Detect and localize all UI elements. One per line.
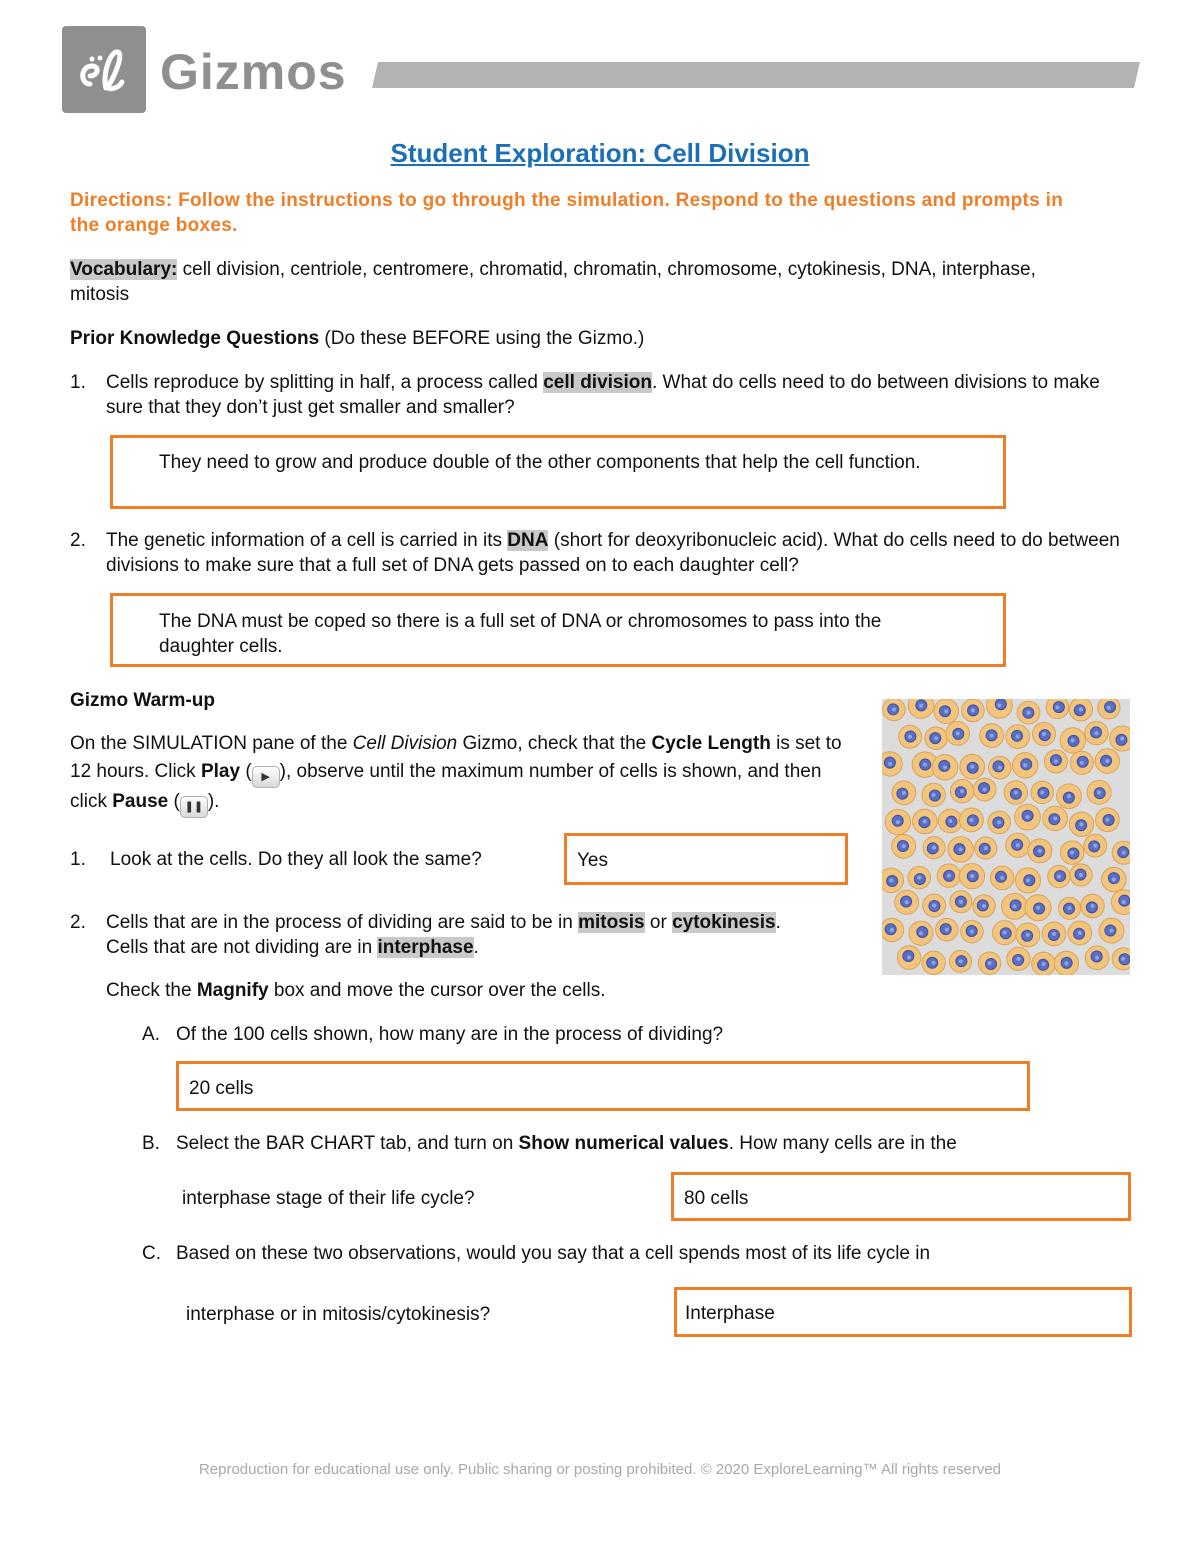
warmup-question-1: Look at the cells. Do they all look the same?	[110, 849, 482, 870]
cell	[959, 863, 984, 888]
cell	[938, 809, 962, 833]
cell	[989, 756, 1012, 779]
cell	[1016, 923, 1040, 947]
cell	[895, 890, 919, 914]
question-text: Cells that are in the process of dividing are said to be in	[106, 912, 579, 933]
footer-copyright: Reproduction for educational use only. Public sharing or posting prohibited. © 2020 ExploreLearning™ All rights reserved	[198, 1461, 1002, 1478]
cell	[1095, 749, 1119, 773]
vocabulary-label: Vocabulary:	[70, 259, 178, 280]
part-b-question-line2: interphase stage of their life cycle?	[182, 1188, 475, 1209]
answer-text: 80 cells	[684, 1188, 749, 1209]
cell	[975, 837, 997, 859]
cell	[1085, 946, 1109, 970]
cell	[923, 894, 946, 917]
cell	[892, 781, 916, 805]
cell	[922, 783, 945, 806]
cell	[909, 921, 933, 945]
term-highlight: DNA	[507, 530, 549, 551]
question-text: . Cells that are not dividing are in	[106, 912, 781, 958]
question-text: . How many cells are in the	[728, 1133, 957, 1154]
cell	[950, 950, 972, 972]
play-icon: ▶	[252, 766, 280, 788]
cell	[1069, 699, 1092, 721]
show-values-term: Show numerical values	[518, 1133, 729, 1154]
cell	[1046, 699, 1069, 719]
part-c-question: Based on these two observations, would you say that a cell spends most of its life cycle in	[176, 1243, 931, 1264]
cell	[1032, 952, 1056, 975]
warmup-question-2	[106, 910, 826, 960]
answer-text: They need to grow and produce double of the other components that help the cell function.	[159, 452, 921, 473]
question-text: (short for deoxyribonucleic acid). What do cells need to do between divisions to make sure that a full set of DNA gets passed on to each daughter cell?	[106, 530, 1120, 576]
question-text: The genetic information of a cell is carried in its	[106, 530, 508, 551]
cell	[990, 866, 1014, 890]
page-title: Student Exploration: Cell Division	[390, 138, 810, 168]
cell	[1016, 868, 1041, 893]
cell	[925, 727, 948, 750]
question-text: Cells reproduce by splitting in half, a process called	[106, 372, 544, 393]
cell	[908, 866, 931, 889]
cell	[1028, 839, 1052, 863]
intro-text: Gizmo, check that the	[457, 733, 652, 754]
answer-box-part-c[interactable]	[674, 1287, 1132, 1337]
term-highlight: cytokinesis	[672, 912, 776, 933]
warmup-heading: Gizmo Warm-up	[70, 690, 215, 711]
question-text: Select the BAR CHART tab, and turn on	[176, 1133, 519, 1154]
answer-box-prior-2[interactable]	[110, 593, 1006, 667]
cell	[1069, 812, 1093, 836]
vocabulary-terms: cell division, centriole, centromere, chromatid, chromatin, chromosome, cytokinesis, DNA, interphase, mitosis	[70, 259, 1036, 305]
cell	[1099, 918, 1124, 943]
cell	[973, 778, 996, 801]
part-a-question: Of the 100 cells shown, how many are in the process of dividing?	[176, 1024, 724, 1045]
cell	[934, 699, 959, 724]
question-number: 2.	[70, 530, 86, 551]
part-letter: C.	[142, 1243, 161, 1264]
cell	[1006, 725, 1030, 749]
el-logo-glyph-icon	[62, 26, 146, 113]
cell	[988, 811, 1011, 834]
cell	[922, 951, 945, 974]
magnify-term: Magnify	[196, 980, 269, 1001]
question-number: 2.	[70, 912, 86, 933]
question-number: 1.	[70, 372, 86, 393]
cell	[1060, 841, 1084, 865]
cell	[1004, 781, 1028, 805]
answer-box-warmup-1[interactable]	[564, 833, 848, 885]
cell	[1006, 833, 1030, 857]
intro-text: (	[240, 761, 252, 782]
question-text: or	[644, 912, 673, 933]
cell	[1081, 894, 1104, 917]
cell	[950, 779, 973, 802]
header-bar	[372, 62, 1140, 88]
cell	[1059, 897, 1081, 919]
cell	[1043, 806, 1068, 831]
cell	[948, 837, 974, 863]
cell	[897, 946, 921, 970]
cycle-length-term: Cycle Length	[651, 733, 771, 754]
cell	[1102, 867, 1126, 891]
cell	[1096, 808, 1120, 832]
magnify-instruction	[106, 978, 606, 1003]
intro-text: ), observe until the maximum number of cells is shown, and then click	[70, 761, 822, 812]
cell	[1054, 951, 1078, 975]
cell	[912, 809, 937, 834]
cell	[978, 952, 1000, 974]
intro-text: ).	[207, 791, 220, 812]
cell	[932, 755, 958, 781]
cell	[1032, 723, 1055, 746]
cell	[899, 725, 922, 748]
cell	[1070, 751, 1093, 774]
answer-text: Yes	[577, 850, 608, 871]
cell	[1025, 895, 1051, 921]
cell	[1068, 921, 1092, 945]
prior-knowledge-heading	[70, 326, 644, 351]
cell	[950, 891, 972, 913]
cell	[882, 868, 904, 892]
brand-name: Gizmos	[160, 44, 347, 100]
instruction-text: box and move the cursor over the cells.	[268, 980, 606, 1001]
term-highlight: cell division	[543, 372, 652, 393]
cell	[1098, 699, 1120, 719]
cell	[1042, 922, 1066, 946]
pause-icon: ❚❚	[180, 796, 208, 818]
cell	[885, 809, 910, 834]
cell	[882, 918, 904, 941]
term-highlight: mitosis	[578, 912, 645, 933]
cell	[1085, 722, 1108, 745]
answer-box-prior-1[interactable]	[110, 435, 1006, 509]
cell	[1002, 893, 1028, 919]
cell	[993, 921, 1017, 945]
part-b-question	[176, 1131, 957, 1156]
cell	[1087, 780, 1111, 804]
cell	[936, 918, 959, 941]
cell	[1060, 728, 1085, 753]
cell	[882, 752, 902, 776]
cell	[937, 864, 960, 887]
part-letter: A.	[142, 1024, 160, 1045]
cell	[960, 754, 985, 779]
term-highlight: interphase	[377, 937, 474, 958]
cell	[980, 724, 1004, 748]
cell	[892, 834, 916, 858]
prior-knowledge-title: Prior Knowledge Questions	[70, 328, 320, 349]
intro-text: is set to 12 hours. Click	[70, 733, 842, 782]
cell	[973, 895, 995, 917]
cell	[1112, 841, 1130, 864]
cell	[961, 920, 983, 942]
question-text: . What do cells need to do between divisions to make sure that they don’t just get smaller and smaller?	[106, 372, 1100, 418]
cell	[923, 837, 945, 859]
answer-box-part-a[interactable]	[176, 1061, 1030, 1111]
pause-term: Pause	[112, 791, 169, 812]
answer-box-part-b[interactable]	[671, 1172, 1131, 1221]
cell	[883, 699, 905, 721]
cell	[962, 699, 985, 722]
answer-text: Interphase	[685, 1303, 775, 1324]
cell	[1070, 864, 1092, 886]
cell	[1084, 834, 1107, 857]
question-number: 1.	[70, 849, 86, 870]
cell-simulation-image	[882, 699, 1130, 975]
prior-question-2	[106, 528, 1126, 578]
answer-text: The DNA must be coped so there is a full set of DNA or chromosomes to pass into the daughter cells.	[159, 611, 882, 657]
cell	[1007, 947, 1030, 970]
vocabulary	[70, 257, 1080, 307]
intro-text: On the SIMULATION pane of the	[70, 733, 353, 754]
explorelearning-logo-icon	[62, 26, 146, 113]
cell	[1044, 750, 1067, 773]
warmup-intro	[70, 730, 860, 818]
cell	[946, 722, 970, 746]
cell	[1110, 726, 1130, 751]
part-letter: B.	[142, 1133, 160, 1154]
play-term: Play	[200, 761, 241, 782]
cell	[959, 808, 983, 832]
intro-text: (	[168, 791, 180, 812]
cell	[1031, 781, 1053, 803]
cell	[1015, 804, 1041, 830]
prior-question-1	[106, 370, 1106, 420]
cell	[1057, 784, 1082, 809]
cell	[1112, 948, 1130, 970]
question-text: .	[473, 937, 479, 958]
prior-knowledge-note: (Do these BEFORE using the Gizmo.)	[319, 328, 645, 349]
cell	[1013, 753, 1038, 778]
part-c-question-line2: interphase or in mitosis/cytokinesis?	[186, 1304, 491, 1325]
gizmo-name: Cell Division	[352, 733, 458, 754]
cell	[1048, 865, 1070, 887]
answer-text: 20 cells	[189, 1078, 254, 1099]
instruction-text: Check the	[106, 980, 197, 1001]
directions-text: Directions: Follow the instructions to go through the simulation. Respond to the questions and prompts in the orange boxes.	[70, 190, 1064, 236]
cell	[1017, 701, 1040, 724]
